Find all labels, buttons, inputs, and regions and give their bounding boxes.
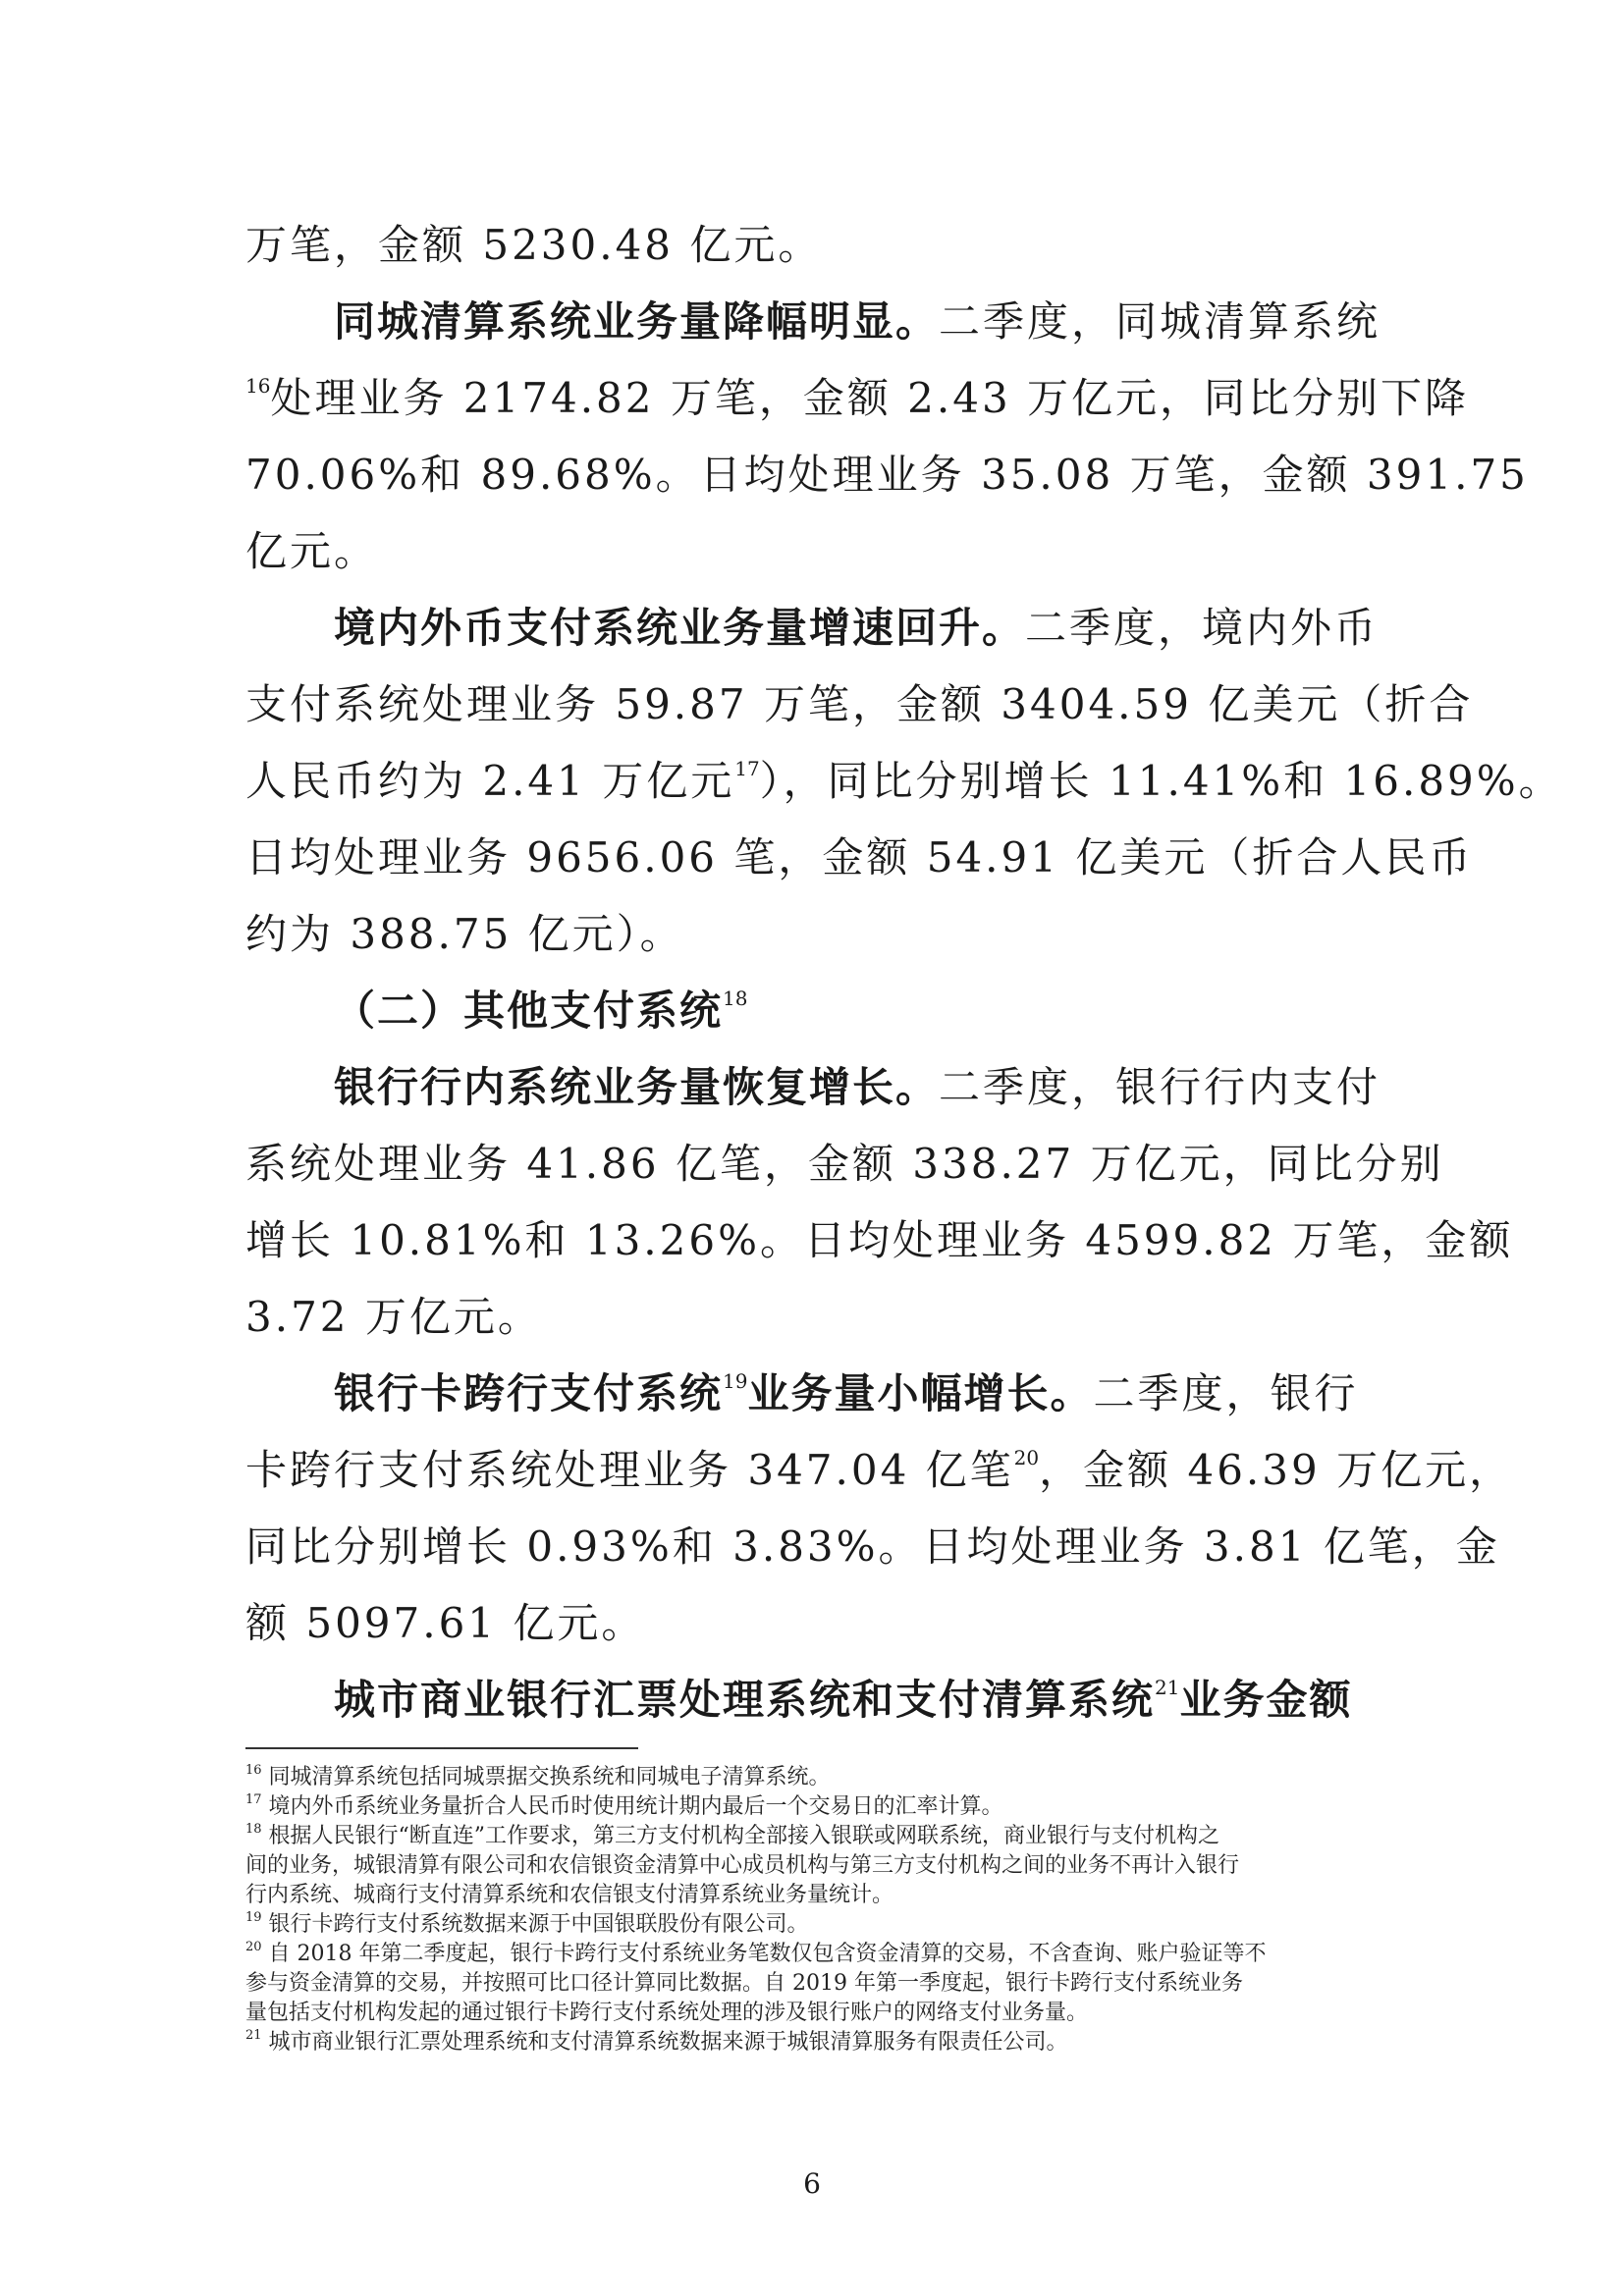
paragraph-heading: 同城清算系统业务量降幅明显。 bbox=[334, 297, 940, 346]
section-heading: （二）其他支付系统$^{18}$ bbox=[334, 987, 748, 1035]
footnote-line: 间的业务，城银清算有限公司和农信银资金清算中心成员机构与第三方支付机构之间的业务不再计入银行 bbox=[245, 1853, 1240, 1878]
footnote-line: 行内系统、城商行支付清算系统和农信银支付清算系统业务量统计。 bbox=[245, 1883, 894, 1907]
paragraph-line: 支付系统处理业务 59.87 万笔，金额 3404.59 亿美元（折合 bbox=[245, 680, 1474, 728]
footnote-line: 量包括支付机构发起的通过银行卡跨行支付系统处理的涉及银行账户的网络支付业务量。 bbox=[245, 2001, 1089, 2025]
footnote-ref: 18 bbox=[723, 987, 748, 1010]
paragraph-line: 银行行内系统业务量恢复增长。二季度，银行行内支付 bbox=[334, 1063, 1381, 1111]
footnote-ref: 21 bbox=[1155, 1676, 1180, 1699]
footnote-ref: 16 bbox=[245, 374, 271, 398]
page-number: 6 bbox=[803, 2167, 821, 2200]
footnote-ref: 19 bbox=[723, 1369, 748, 1393]
paragraph-line: 亿元。 bbox=[245, 527, 379, 575]
paragraph-line: 卡跨行支付系统处理业务 347.04 亿笔$^{20}$，金额 46.39 万亿元， bbox=[245, 1446, 1514, 1494]
paragraph-line: $^{16}$处理业务 2174.82 万笔，金额 2.43 万亿元，同比分别下降 bbox=[245, 374, 1470, 422]
paragraph-heading: 银行行内系统业务量恢复增长。 bbox=[334, 1063, 940, 1111]
footnote: $^{16}$ 同城清算系统包括同城票据交换系统和同城电子清算系统。 bbox=[245, 1763, 831, 1789]
paragraph-line: 境内外币支付系统业务量增速回升。二季度，境内外币 bbox=[334, 604, 1380, 652]
paragraph-line: 系统处理业务 41.86 亿笔，金额 338.27 万亿元，同比分别 bbox=[245, 1140, 1444, 1188]
footnote: $^{17}$ 境内外币系统业务量折合人民币时使用统计期内最后一个交易日的汇率计算。 bbox=[245, 1792, 1003, 1819]
paragraph-line: 人民币约为 2.41 万亿元$^{17}$），同比分别增长 11.41%和 16.89%。 bbox=[245, 757, 1563, 805]
paragraph-line: 银行卡跨行支付系统$^{19}$业务量小幅增长。二季度，银行 bbox=[334, 1369, 1359, 1417]
paragraph-line: 额 5097.61 亿元。 bbox=[245, 1599, 646, 1647]
paragraph-line: 增长 10.81%和 13.26%。日均处理业务 4599.82 万笔，金额 bbox=[245, 1216, 1514, 1264]
footnote: $^{18}$ 根据人民银行“断直连”工作要求，第三方支付机构全部接入银联或网联系统，商业银行与支付机构之 bbox=[245, 1822, 1220, 1848]
paragraph-heading: 银行卡跨行支付系统 bbox=[334, 1369, 724, 1417]
paragraph-line: 万笔，金额 5230.48 亿元。 bbox=[245, 221, 823, 269]
paragraph-line: 同城清算系统业务量降幅明显。二季度，同城清算系统 bbox=[334, 297, 1381, 346]
footnote-ref: 20 bbox=[1013, 1446, 1040, 1469]
paragraph-line: 70.06%和 89.68%。日均处理业务 35.08 万笔，金额 391.75 bbox=[245, 451, 1529, 499]
footnote: $^{21}$ 城市商业银行汇票处理系统和支付清算系统数据来源于城银清算服务有限责任公司。 bbox=[245, 2028, 1068, 2055]
paragraph-heading: 境内外币支付系统业务量增速回升。 bbox=[334, 604, 1026, 652]
footnote: $^{19}$ 银行卡跨行支付系统数据来源于中国银联股份有限公司。 bbox=[245, 1910, 809, 1937]
paragraph-line: 约为 388.75 亿元）。 bbox=[245, 910, 684, 958]
footnote-separator bbox=[245, 1747, 638, 1749]
paragraph-line: 城市商业银行汇票处理系统和支付清算系统$^{21}$业务金额 bbox=[334, 1676, 1353, 1724]
footnote: $^{20}$ 自 2018 年第二季度起，银行卡跨行支付系统业务笔数仅包含资金清算的交易，不含查询、账户验证等不 bbox=[245, 1940, 1267, 1966]
paragraph-heading: 城市商业银行汇票处理系统和支付清算系统 bbox=[334, 1676, 1156, 1724]
paragraph-line: 日均处理业务 9656.06 笔，金额 54.91 亿美元（折合人民币 bbox=[245, 833, 1474, 881]
footnote-ref: 17 bbox=[734, 757, 760, 780]
paragraph-line: 同比分别增长 0.93%和 3.83%。日均处理业务 3.81 亿笔，金 bbox=[245, 1522, 1500, 1571]
paragraph-line: 3.72 万亿元。 bbox=[245, 1293, 542, 1341]
footnote-line: 参与资金清算的交易，并按照可比口径计算同比数据。自 2019 年第一季度起，银行卡跨行支付系统业务 bbox=[245, 1971, 1243, 1996]
